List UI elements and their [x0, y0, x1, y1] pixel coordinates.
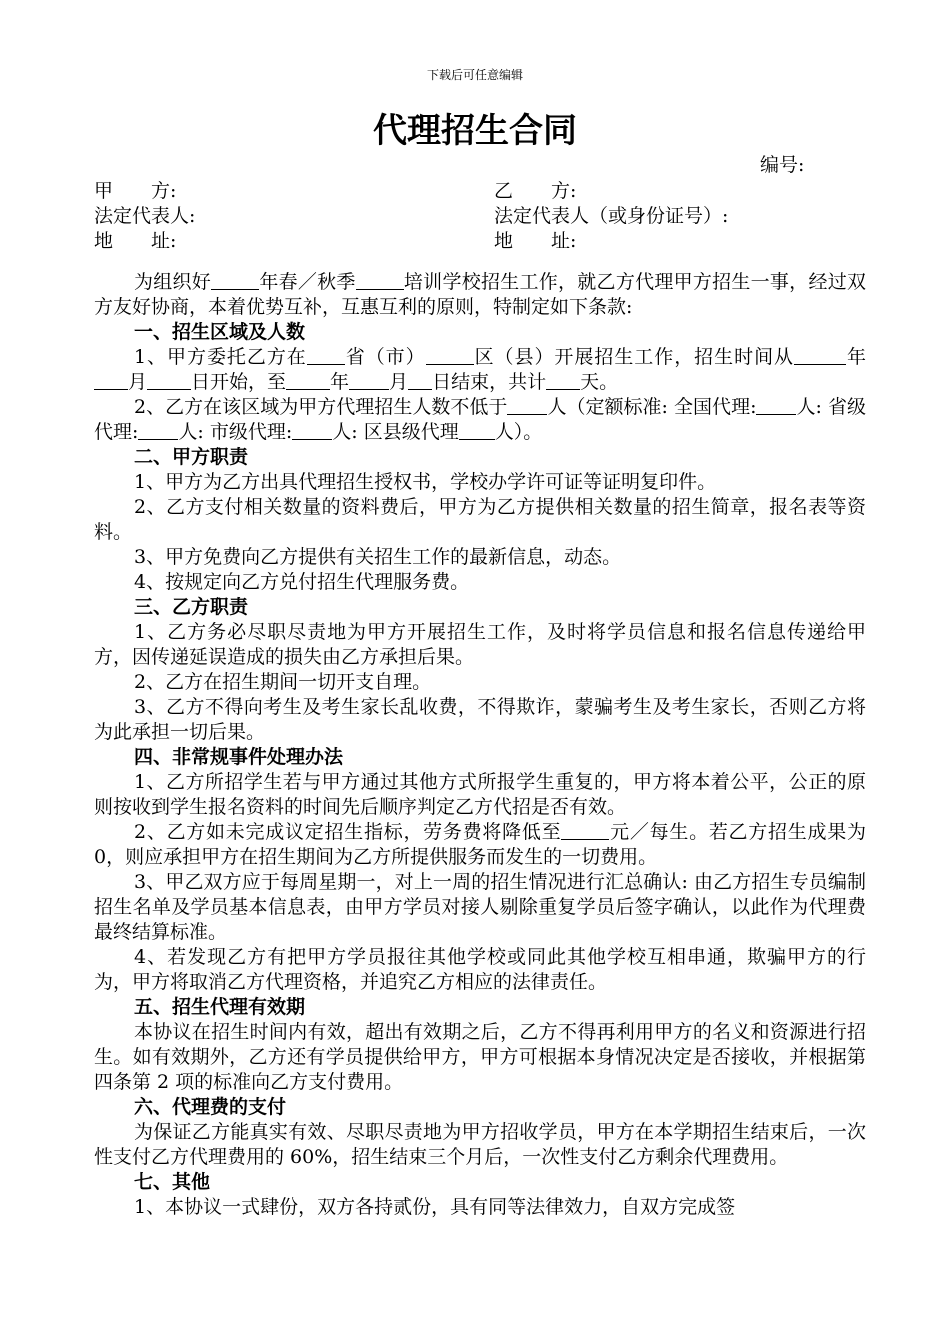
clause-paragraph: 1、甲方为乙方出具代理招生授权书，学校办学许可证等证明复印件。: [134, 471, 717, 493]
fill-blank[interactable]: [426, 346, 474, 365]
serial-number-label: 编号:: [760, 154, 805, 176]
clause-paragraph: [94, 345, 866, 395]
fill-blank[interactable]: [138, 421, 178, 440]
party-b-label: 乙 方:: [494, 180, 577, 202]
fill-blank[interactable]: [794, 346, 846, 365]
clause-text: 年: [330, 371, 350, 393]
party-b-rep: 法定代表人（或身份证号）:: [494, 205, 729, 227]
clause-text: 元／每生。若乙方招生成果为 0，则应承担甲方在招生期间为乙方所提供服务而发生的一切费用。: [94, 821, 866, 868]
section-heading: 六、代理费的支付: [134, 1096, 287, 1118]
section-heading: 五、招生代理有效期: [134, 996, 306, 1018]
fill-blank[interactable]: [94, 371, 128, 390]
contract-title: 代理招生合同: [373, 111, 577, 151]
fill-blank[interactable]: [408, 371, 432, 390]
section-heading: 四、非常规事件处理办法: [134, 746, 344, 768]
clause-paragraph: 2、乙方支付相关数量的资料费后，甲方为乙方提供相关数量的招生简章，报名表等资料。: [94, 496, 866, 543]
clause-paragraph: 本协议在招生时间内有效，超出有效期之后，乙方不得再利用甲方的名义和资源进行招生。如有效期外，乙方还有学员提供给甲方，甲方可根据本身情况决定是否接收，并根据第四条第 2 项的标准向乙方支付费用。: [94, 1021, 866, 1093]
clause-paragraph: 1、乙方所招学生若与甲方通过其他方式所报学生重复的，甲方将本着公平，公正的原则按收到学生报名资料的时间先后顺序判定乙方代招是否有效。: [94, 771, 866, 818]
fill-blank[interactable]: [756, 396, 796, 415]
clause-text: 2、乙方在该区域为甲方代理招生人数不低于: [134, 396, 508, 418]
clause-paragraph: 4、若发现乙方有把甲方学员报往其他学校或同此其他学校互相串通，欺骗甲方的行为，甲方将取消乙方代理资格，并追究乙方相应的法律责任。: [94, 946, 866, 993]
intro-paragraph: [94, 270, 866, 320]
clause-paragraph: 3、乙方不得向考生及考生家长乱收费，不得欺诈，蒙骗考生及考生家长，否则乙方将为此承担一切后果。: [94, 696, 866, 743]
fill-blank[interactable]: [147, 371, 191, 390]
clause-paragraph: 4、按规定向乙方兑付招生代理服务费。: [134, 571, 470, 593]
clause-text: 日结束，共计: [432, 371, 547, 393]
party-a-address: 地 址:: [94, 230, 177, 252]
clause-text: 省（市）: [344, 346, 426, 368]
clause-text: 人）。: [494, 421, 543, 443]
fill-blank[interactable]: [356, 271, 404, 290]
top-note: 下载后可任意编辑: [426, 68, 523, 82]
section-heading: 二、甲方职责: [134, 446, 249, 468]
clause-paragraph: 2、乙方在招生期间一切开支自理。: [134, 671, 432, 693]
fill-blank[interactable]: [286, 371, 330, 390]
clause-text: 1、甲方委托乙方在: [134, 346, 307, 368]
contract-body: [94, 270, 866, 1220]
clause-paragraph: 3、甲方免费向乙方提供有关招生工作的最新信息，动态。: [134, 546, 622, 568]
fill-blank[interactable]: [561, 821, 609, 840]
intro-text: 年春／秋季: [259, 271, 356, 293]
clause-text: 区（县）开展招生工作，招生时间从: [473, 346, 795, 368]
clause-text: 人: 区县级代理: [332, 421, 459, 443]
intro-text: 培训学校招生工作，就乙方代理甲方招生一事，经过双方友好协商，本着优势互补，互惠互利的原则，特制定如下条款:: [94, 271, 866, 318]
intro-text: 为组织好: [134, 271, 212, 293]
fill-blank[interactable]: [349, 371, 389, 390]
clause-text: 年: [846, 346, 866, 368]
fill-blank[interactable]: [459, 421, 495, 440]
clause-paragraph: 3、甲乙双方应于每周星期一，对上一周的招生情况进行汇总确认: 由乙方招生专员编制招生名单及学员基本信息表，由甲方学员对接人剔除重复学员后签字确认，以此作为代理费最终结算标准。: [94, 871, 866, 943]
party-a-rep: 法定代表人:: [94, 205, 196, 227]
clause-text: 人: 省级代理:: [94, 396, 866, 443]
clause-text: 人: 市级代理:: [178, 421, 293, 443]
clause-paragraph: [94, 820, 866, 870]
clause-text: 人（定额标准: 全国代理:: [547, 396, 757, 418]
fill-blank[interactable]: [307, 346, 345, 365]
clause-text: 月: [389, 371, 409, 393]
fill-blank[interactable]: [546, 371, 580, 390]
clause-paragraph: 1、本协议一式肆份，双方各持贰份，具有同等法律效力，自双方完成签: [134, 1196, 736, 1218]
fill-blank[interactable]: [211, 271, 259, 290]
clause-paragraph: 1、乙方务必尽职尽责地为甲方开展招生工作，及时将学员信息和报名信息传递给甲方，因传递延误造成的损失由乙方承担后果。: [94, 621, 866, 668]
clause-text: 月: [128, 371, 148, 393]
section-heading: 一、招生区域及人数: [134, 321, 306, 343]
clause-text: 天。: [580, 371, 619, 393]
clause-text: 2、乙方如未完成议定招生指标，劳务费将降低至: [134, 821, 562, 843]
party-b-address: 地 址:: [494, 230, 577, 252]
party-a-label: 甲 方:: [94, 180, 177, 202]
fill-blank[interactable]: [507, 396, 547, 415]
clause-paragraph: 为保证乙方能真实有效、尽职尽责地为甲方招收学员，甲方在本学期招生结束后，一次性支付乙方代理费用的 60%，招生结束三个月后，一次性支付乙方剩余代理费用。: [94, 1121, 866, 1168]
fill-blank[interactable]: [292, 421, 332, 440]
clause-text: 日开始，至: [191, 371, 287, 393]
section-heading: 七、其他: [134, 1171, 211, 1193]
clause-paragraph: [94, 395, 866, 445]
section-heading: 三、乙方职责: [134, 596, 249, 618]
